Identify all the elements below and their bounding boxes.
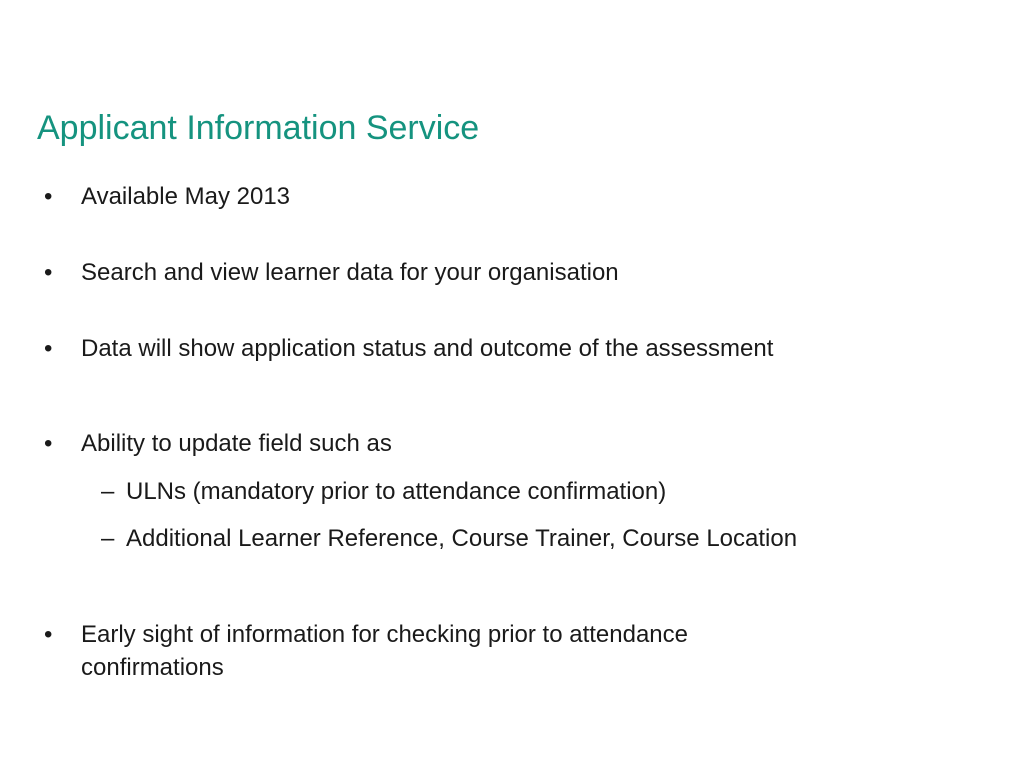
bullet-marker: • [44,621,53,648]
bullet-marker: • [44,430,53,457]
bullet-text-line-1: Early sight of information for checking prior to attendance [81,621,688,648]
bullet-marker: • [44,183,53,210]
bullet-text-line-2: confirmations [81,654,224,681]
bullet-text: Ability to update field such as [81,430,392,457]
bullet-text: Search and view learner data for your organisation [81,259,619,286]
bullet-marker: • [44,335,53,362]
bullet-marker: • [44,259,53,286]
bullet-text: Data will show application status and outcome of the assessment [81,335,774,362]
bullet-text: Available May 2013 [81,183,291,210]
sub-bullet-text: Additional Learner Reference, Course Trainer, Course Location [126,525,798,552]
dash-marker: – [101,525,115,552]
dash-marker: – [101,478,115,505]
slide-title: Applicant Information Service [37,109,480,147]
sub-bullet-text: ULNs (mandatory prior to attendance confirmation) [126,478,667,505]
